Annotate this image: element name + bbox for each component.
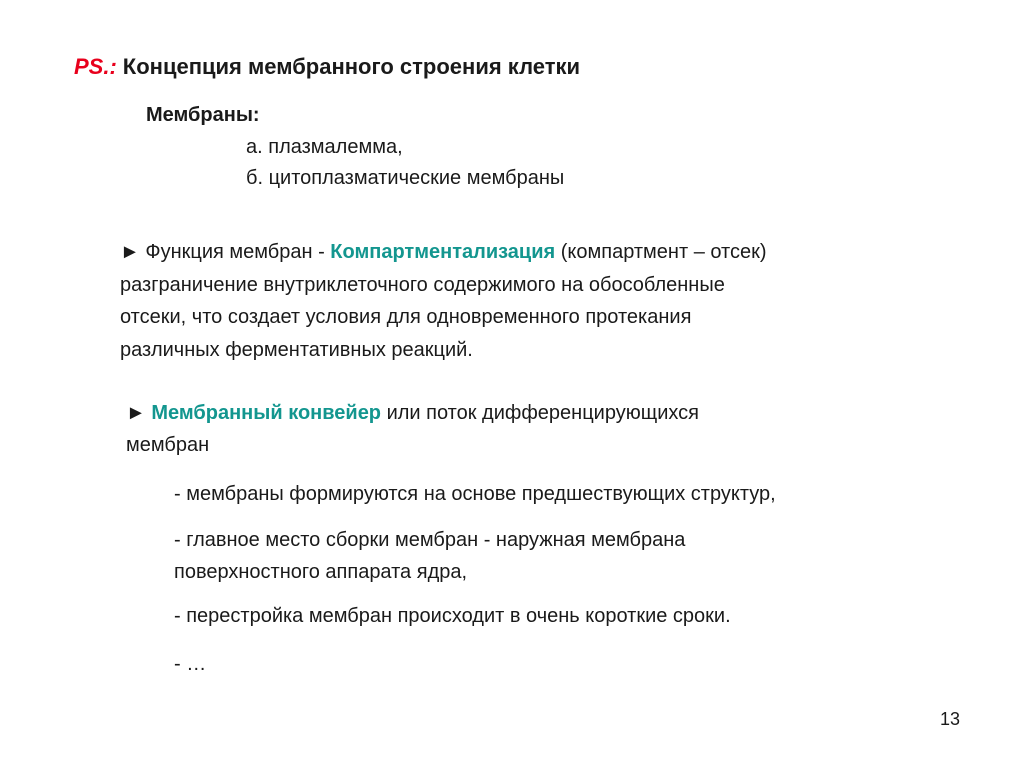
point-line: - мембраны формируются на основе предшествующих структур, [174, 483, 776, 505]
point-item [174, 648, 206, 680]
function-line4: различных ферментативных реакций. [120, 338, 473, 361]
function-lead: Функция мембран - [145, 241, 325, 263]
title-prefix: PS.: [74, 54, 117, 79]
function-line1-rest: (компартмент – отсек) [560, 241, 767, 263]
point-line: - … [174, 653, 207, 675]
function-paragraph [120, 236, 970, 366]
point-item [174, 600, 731, 632]
membrane-item-plasmalemma: а. плазмалемма, [246, 136, 403, 158]
function-line2: разграничение внутриклеточного содержимого на обособленные [120, 273, 725, 296]
conveyor-paragraph [126, 397, 926, 461]
point-item [174, 478, 776, 510]
membrane-conveyor-term: Мембранный конвейер [151, 402, 382, 424]
conveyor-line1-rest: или поток дифференцирующихся [386, 402, 699, 424]
conveyor-line2: мембран [126, 434, 210, 456]
point-line: поверхностного аппарата ядра, [174, 561, 468, 583]
bullet-icon: ► [120, 241, 140, 263]
point-item [174, 524, 685, 588]
membrane-item-cytoplasmic: б. цитоплазматические мембраны [246, 167, 565, 189]
point-line: - перестройка мембран происходит в очень короткие сроки. [174, 605, 731, 627]
slide-title [74, 52, 580, 82]
compartmentalization-term: Компартментализация [330, 241, 556, 263]
point-line: - главное место сборки мембран - наружная мембрана [174, 529, 686, 551]
page-number: 13 [939, 709, 960, 729]
bullet-icon: ► [126, 402, 146, 424]
function-line3: отсеки, что создает условия для одновременного протекания [120, 306, 692, 328]
title-text: Концепция мембранного строения клетки [122, 54, 581, 79]
membranes-heading: Мембраны: [146, 104, 260, 126]
